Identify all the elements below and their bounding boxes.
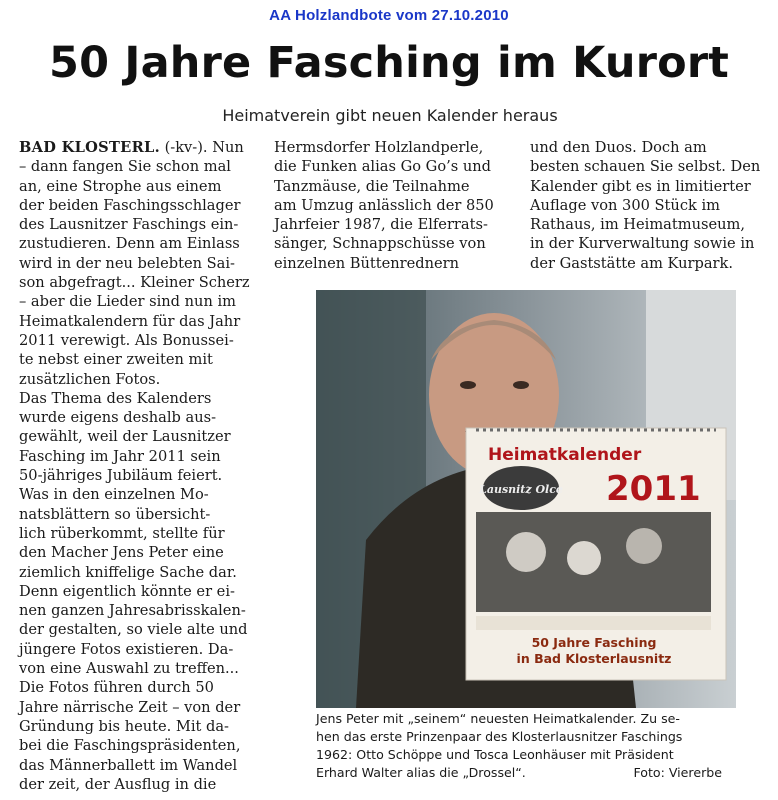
article-line: die Funken alias Go Go’s und (274, 158, 492, 176)
calendar-subtitle-2: in Bad Klosterlausnitz (516, 651, 672, 666)
article-line: an, eine Strophe aus einem (19, 177, 222, 195)
article-line: Fasching im Jahr 2011 sein (19, 447, 221, 465)
article-line: bei die Faschingspräsidenten, (19, 737, 241, 755)
subheadline: Heimatverein gibt neuen Kalender heraus (222, 106, 558, 125)
article-line: natsblättern so übersicht- (19, 505, 211, 523)
article-line: Hermsdorfer Holzlandperle, (274, 139, 484, 156)
caption-line: 1962: Otto Schöppe und Tosca Leonhäuser mit Präsident (316, 747, 674, 762)
calendar-logo-text: Lausnitz Olce (479, 483, 563, 496)
article-line: te nebst einer zweiten mit (19, 351, 213, 369)
article-column-1 (19, 138, 271, 794)
article-line: Jahrfeier 1987, die Elferrats- (274, 216, 488, 234)
article-column-2 (274, 138, 504, 273)
article-line: nen ganzen Jahresabrisskalen- (19, 602, 246, 620)
caption-line: hen das erste Prinzenpaar des Klosterlausnitzer Faschings (316, 729, 683, 744)
article-line: der zeit, der Ausflug in die (19, 775, 217, 793)
article-line: zustudieren. Denn am Einlass (19, 235, 240, 253)
article-line: des Lausnitzer Faschings ein- (19, 216, 239, 234)
article-line: am Umzug anlässlich der 850 (274, 196, 494, 214)
calendar-photo-person-3 (626, 528, 662, 564)
article-line-text: (-kv-). Nun (159, 139, 244, 156)
article-line: – dann fangen Sie schon mal (19, 158, 231, 176)
dateline: BAD KLOSTERL. (19, 139, 160, 156)
calendar-year: 2011 (606, 469, 701, 509)
right-eye (513, 381, 529, 389)
article-line: das Männerballett im Wandel (19, 756, 238, 774)
article-line: 2011 verewigt. Als Bonusseі- (19, 331, 234, 349)
caption-line (316, 764, 736, 782)
article-line (19, 138, 271, 157)
article-line: Tanzmäuse, die Teilnahme (274, 177, 470, 195)
calendar-subtitle-1: 50 Jahre Fasching (531, 635, 657, 650)
article-photo (316, 290, 736, 708)
article-line: Was in den einzelnen Mo- (19, 486, 209, 504)
calendar-photo-person-2 (567, 541, 601, 575)
article-line: Heimatkalendern für das Jahr (19, 312, 241, 330)
article-line: Gründung bis heute. Mit da- (19, 717, 229, 735)
article-line: wurde eigens deshalb aus- (19, 409, 217, 427)
article-line: Rathaus, im Heimatmuseum, (530, 216, 745, 234)
article-line: in der Kurverwaltung sowie in (530, 235, 755, 253)
calendar-fineprint (476, 616, 711, 630)
article-line: Denn eigentlich könnte er ei- (19, 582, 235, 600)
calendar-title: Heimatkalender (488, 445, 642, 465)
article-line: gewählt, weil der Lausnitzer (19, 428, 231, 446)
left-eye (460, 381, 476, 389)
article-line: der gestalten, so viele alte und (19, 621, 248, 639)
photo-illustration (316, 290, 736, 708)
article-line: ziemlich kniffelige Sache dar. (19, 563, 237, 581)
article-line: son abgefragt... Kleiner Scherz (19, 274, 250, 292)
article-line: Die Fotos führen durch 50 (19, 679, 214, 697)
photo-credit: Foto: Viererbe (633, 765, 722, 780)
article-line: – aber die Lieder sind nun im (19, 293, 236, 311)
article-line: sänger, Schnappschüsse von (274, 235, 486, 253)
article-line: 50-jähriges Jubiläum feiert. (19, 467, 223, 485)
article-line: Auflage von 300 Stück im (530, 196, 720, 214)
article-line: und den Duos. Doch am (530, 139, 707, 156)
caption-line-text: Erhard Walter alias die „Drossel“. (316, 765, 526, 780)
article-line: jüngere Fotos existieren. Da- (19, 640, 234, 658)
article-line: zusätzlichen Fotos. (19, 370, 161, 388)
article-column-3 (530, 138, 766, 273)
article-line: lich rüberkommt, stellte für (19, 524, 225, 542)
article-line: von eine Auswahl zu treffen... (19, 660, 239, 678)
article-line: Kalender gibt es in limitierter (530, 177, 751, 195)
article-line: einzelnen Büttenrednern (274, 254, 460, 272)
article-line: besten schauen Sie selbst. Den (530, 158, 761, 176)
article-line: Jahre närrische Zeit – von der (19, 698, 241, 716)
article-line: der beiden Faschingsschlager (19, 196, 241, 214)
article-line: Das Thema des Kalenders (19, 389, 212, 407)
caption-line: Jens Peter mit „seinem“ neuesten Heimatkalender. Zu se- (316, 711, 680, 726)
source-line: AA Holzlandbote vom 27.10.2010 (269, 7, 509, 24)
article-line: wird in der neu belebten Sai- (19, 254, 235, 272)
photo-caption (316, 710, 736, 782)
headline: 50 Jahre Fasching im Kurort (48, 38, 730, 88)
article-line: der Gaststätte am Kurpark. (530, 254, 734, 272)
calendar-photo-person-1 (506, 532, 546, 572)
article-line: den Macher Jens Peter eine (19, 544, 224, 562)
